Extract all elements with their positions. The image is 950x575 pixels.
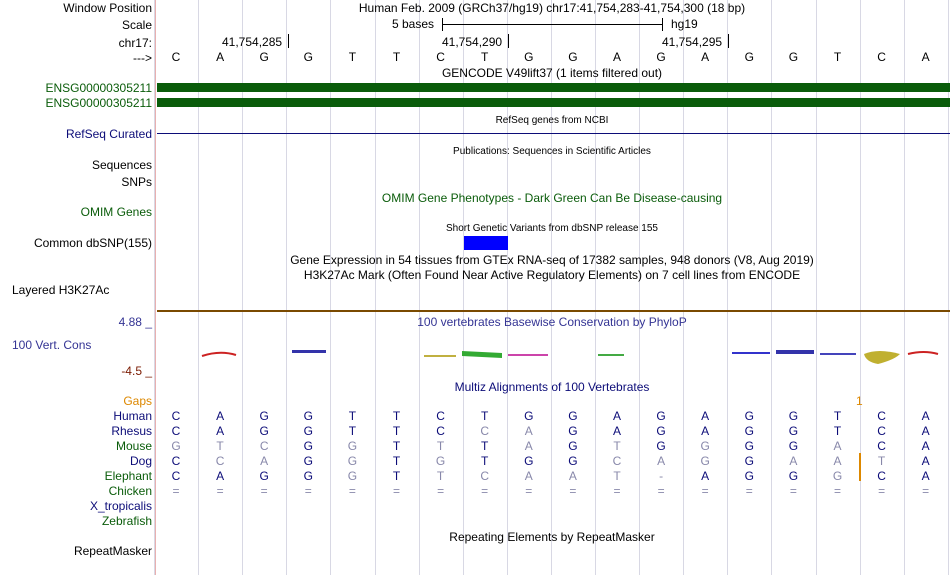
alignment-base: C <box>877 424 886 438</box>
common-dbsnp-label[interactable]: Common dbSNP(155) <box>33 236 152 250</box>
alignment-base: A <box>524 424 533 438</box>
coord-label-3: 41,754,295 <box>662 35 723 49</box>
repeatmasker-label[interactable]: RepeatMasker <box>73 544 152 558</box>
cons-mark-c <box>732 352 770 354</box>
cons-mark-c2 <box>820 353 856 355</box>
alignment-base: G <box>347 469 358 483</box>
alignment-base: C <box>436 424 445 438</box>
alignment-base: A <box>612 424 622 438</box>
gap-marker <box>859 453 861 481</box>
gap-count: 1 <box>856 394 863 408</box>
alignment-base: T <box>436 469 445 483</box>
gencode-gene-bar-2[interactable] <box>157 98 950 107</box>
alignment-base: G <box>568 424 578 438</box>
alignment-base: A <box>921 409 930 423</box>
scale-label: Scale <box>121 18 152 32</box>
window-position-text: Human Feb. 2009 (GRCh37/hg19) chr17:41,754,283-41,754,300 (18 bp) <box>358 1 746 15</box>
cons-mark-a3 <box>908 352 938 354</box>
alignment-base: G <box>656 424 666 438</box>
alignment-base: = <box>745 484 753 498</box>
alignment-base: G <box>303 409 313 423</box>
species-label[interactable]: Zebrafish <box>101 514 152 528</box>
alignment-base: = <box>392 484 401 498</box>
alignment-base: T <box>348 424 357 438</box>
cons-max-label: 4.88 _ <box>118 315 152 329</box>
alignment-base: T <box>833 424 842 438</box>
chromosome-label: chr17: <box>118 36 152 50</box>
snps-label[interactable]: SNPs <box>121 175 152 189</box>
alignment-base: G <box>303 439 313 453</box>
cons-mark-g <box>292 350 326 353</box>
cons-mark-t2 <box>598 354 624 356</box>
alignment-base: G <box>259 409 269 423</box>
reference-base: G <box>524 50 534 64</box>
layered-h3k27ac-label[interactable]: Layered H3K27Ac <box>12 283 110 297</box>
alignment-base: T <box>392 424 401 438</box>
alignment-base: G <box>347 454 358 468</box>
gaps-label: Gaps <box>123 394 152 408</box>
reference-base: T <box>392 50 401 64</box>
alignment-base: G <box>832 469 843 483</box>
reference-base: T <box>481 50 489 64</box>
species-label[interactable]: Chicken <box>108 484 152 498</box>
alignment-base: C <box>171 424 181 438</box>
species-label[interactable]: Elephant <box>104 469 152 483</box>
alignment-base: T <box>481 439 489 453</box>
alignment-base: T <box>348 409 357 423</box>
alignment-base: T <box>481 454 489 468</box>
reference-base: T <box>833 50 842 64</box>
gencode-gene-bar-1[interactable] <box>157 83 950 92</box>
alignment-base: = <box>525 484 533 498</box>
alignment-base: G <box>568 454 578 468</box>
scale-bar-text: 5 bases <box>392 17 435 31</box>
refseq-gene-line[interactable] <box>157 133 950 134</box>
alignment-base: T <box>613 469 621 483</box>
alignment-base: G <box>524 409 534 423</box>
alignment-base: A <box>216 409 225 423</box>
dbsnp-variant-block[interactable] <box>464 236 508 250</box>
reference-base: G <box>259 50 269 64</box>
window-position-label: Window Position <box>63 1 152 15</box>
alignment-base: T <box>613 439 621 453</box>
alignment-base: T <box>833 409 842 423</box>
alignment-base: A <box>701 409 710 423</box>
alignment-base: G <box>259 469 269 483</box>
alignment-base: T <box>392 439 401 453</box>
alignment-base: G <box>700 454 710 468</box>
alignment-base: G <box>171 439 181 453</box>
alignment-base: = <box>833 484 842 498</box>
alignment-base: C <box>612 454 622 468</box>
species-label[interactable]: Mouse <box>115 439 152 453</box>
species-label[interactable]: X_tropicalis <box>89 499 152 513</box>
alignment-base: = <box>348 484 356 498</box>
alignment-base: A <box>921 424 930 438</box>
coord-tick-3 <box>728 34 729 48</box>
alignment-base: A <box>216 424 225 438</box>
reference-base: G <box>656 50 666 64</box>
strand-arrow-label: ---> <box>133 51 152 65</box>
cons-mark-t <box>462 351 502 358</box>
alignment-base: G <box>788 424 799 438</box>
gencode-track-title: GENCODE V49lift37 (1 items filtered out) <box>441 66 663 80</box>
alignment-base: A <box>612 409 622 423</box>
cons-mark-g2 <box>776 350 814 354</box>
alignment-base: A <box>921 454 930 468</box>
assembly-label: hg19 <box>671 17 698 31</box>
alignment-base: A <box>833 439 842 453</box>
species-label[interactable]: Rhesus <box>111 424 152 438</box>
gencode-item-label-1[interactable]: ENSG00000305211 <box>45 81 152 95</box>
alignment-base: G <box>700 439 710 453</box>
vert-cons-label[interactable]: 100 Vert. Cons <box>12 338 92 352</box>
alignment-base: G <box>788 409 799 423</box>
alignment-base: A <box>833 454 842 468</box>
alignment-base: C <box>215 454 225 468</box>
coord-label-2: 41,754,290 <box>442 35 503 49</box>
alignment-base: = <box>657 484 665 498</box>
alignment-base: G <box>303 469 313 483</box>
reference-base: G <box>788 50 799 64</box>
scale-bar-right-tick <box>662 18 663 31</box>
omim-track-title: OMIM Gene Phenotypes - Dark Green Can Be Disease-causing <box>381 191 723 205</box>
alignment-base: A <box>701 424 710 438</box>
alignment-base: C <box>259 439 269 453</box>
species-label[interactable]: Human <box>113 409 152 423</box>
cons-min-label: -4.5 _ <box>121 364 152 378</box>
alignment-base: A <box>789 454 798 468</box>
alignment-base: G <box>656 409 666 423</box>
alignment-base: G <box>524 454 534 468</box>
coord-tick-2 <box>508 34 509 48</box>
alignment-base: A <box>701 469 710 483</box>
alignment-base: G <box>744 439 754 453</box>
alignment-base: A <box>921 469 930 483</box>
h3k27ac-track-title: H3K27Ac Mark (Often Found Near Active Regulatory Elements) on 7 cell lines from ENCODE <box>303 268 801 282</box>
alignment-base: C <box>877 469 886 483</box>
h3k27ac-baseline <box>157 310 950 312</box>
alignment-base: G <box>568 439 578 453</box>
alignment-base: T <box>216 439 224 453</box>
alignment-base: = <box>613 484 621 498</box>
scale-bar-line <box>442 24 663 25</box>
alignment-base: C <box>877 439 886 453</box>
repeatmasker-track-title: Repeating Elements by RepeatMasker <box>449 530 655 544</box>
alignment-base: G <box>744 409 754 423</box>
alignment-base: C <box>480 424 490 438</box>
reference-base: G <box>303 50 313 64</box>
cons-mark-gtc <box>424 355 456 357</box>
reference-base: G <box>744 50 754 64</box>
alignment-base: G <box>788 469 799 483</box>
alignment-base: T <box>392 469 401 483</box>
multiz-track-title: Multiz Alignments of 100 Vertebrates <box>454 380 650 394</box>
alignment-base: A <box>568 469 577 483</box>
alignment-base: T <box>392 409 401 423</box>
publications-track-title: Publications: Sequences in Scientific Articles <box>453 146 651 157</box>
alignment-base: C <box>171 469 181 483</box>
alignment-base: T <box>392 454 401 468</box>
alignment-base: T <box>436 439 445 453</box>
reference-base: C <box>436 50 445 64</box>
omim-genes-label[interactable]: OMIM Genes <box>80 205 152 219</box>
alignment-base: C <box>877 409 886 423</box>
alignment-base: A <box>524 439 533 453</box>
conservation-logo-plot <box>156 340 950 370</box>
alignment-base: G <box>435 454 446 468</box>
sequences-label[interactable]: Sequences <box>91 158 152 172</box>
species-label[interactable]: Dog <box>129 454 152 468</box>
alignment-base: G <box>656 439 666 453</box>
alignment-base: T <box>481 409 489 423</box>
alignment-base: A <box>921 439 930 453</box>
alignment-base: = <box>437 484 445 498</box>
cons-mark-a <box>202 353 236 356</box>
reference-base: A <box>921 50 930 64</box>
refseq-curated-label[interactable]: RefSeq Curated <box>65 127 152 141</box>
alignment-base: = <box>878 484 886 498</box>
phylop-track-title: 100 vertebrates Basewise Conservation by PhyloP <box>417 315 687 329</box>
alignment-base: G <box>259 424 269 438</box>
reference-base: A <box>612 50 622 64</box>
alignment-base: = <box>304 484 312 498</box>
label-gutter-divider <box>155 0 156 575</box>
alignment-base: C <box>436 409 445 423</box>
alignment-base: = <box>701 484 709 498</box>
alignment-base: C <box>480 469 490 483</box>
reference-base: G <box>568 50 578 64</box>
alignment-base: G <box>303 424 313 438</box>
alignment-base: T <box>877 454 886 468</box>
alignment-base: A <box>216 469 225 483</box>
refseq-track-title: RefSeq genes from NCBI <box>495 115 609 126</box>
alignment-base: = <box>172 484 180 498</box>
dbsnp-track-title: Short Genetic Variants from dbSNP release 155 <box>446 223 658 234</box>
reference-base: C <box>877 50 886 64</box>
alignment-base: G <box>303 454 313 468</box>
coord-tick-1 <box>288 34 289 48</box>
reference-base: A <box>701 50 710 64</box>
alignment-base: G <box>347 439 358 453</box>
cons-mark-g3 <box>864 351 900 364</box>
alignment-base: C <box>171 454 181 468</box>
alignment-base: G <box>568 409 578 423</box>
alignment-base: = <box>922 484 930 498</box>
coord-label-1: 41,754,285 <box>222 35 283 49</box>
alignment-base: = <box>260 484 268 498</box>
alignment-base: = <box>481 484 489 498</box>
alignment-base: A <box>260 454 269 468</box>
reference-base: T <box>348 50 357 64</box>
alignment-base: A <box>657 454 666 468</box>
alignment-base: G <box>744 424 754 438</box>
alignment-base: = <box>216 484 224 498</box>
alignment-base: A <box>524 469 533 483</box>
gtex-track-title: Gene Expression in 54 tissues from GTEx RNA-seq of 17382 samples, 948 donors (V8, Aug 2019) <box>290 253 814 267</box>
alignment-base: G <box>744 454 754 468</box>
alignment-base: - <box>659 469 664 483</box>
alignment-base: G <box>788 439 799 453</box>
reference-base: C <box>171 50 181 64</box>
alignment-base: = <box>789 484 797 498</box>
alignment-base: C <box>171 409 181 423</box>
alignment-base: G <box>744 469 754 483</box>
cons-mark-a2 <box>508 354 548 356</box>
alignment-base: = <box>569 484 577 498</box>
reference-base: A <box>216 50 225 64</box>
track-label-column <box>0 0 155 575</box>
gencode-item-label-2[interactable]: ENSG00000305211 <box>45 96 152 110</box>
